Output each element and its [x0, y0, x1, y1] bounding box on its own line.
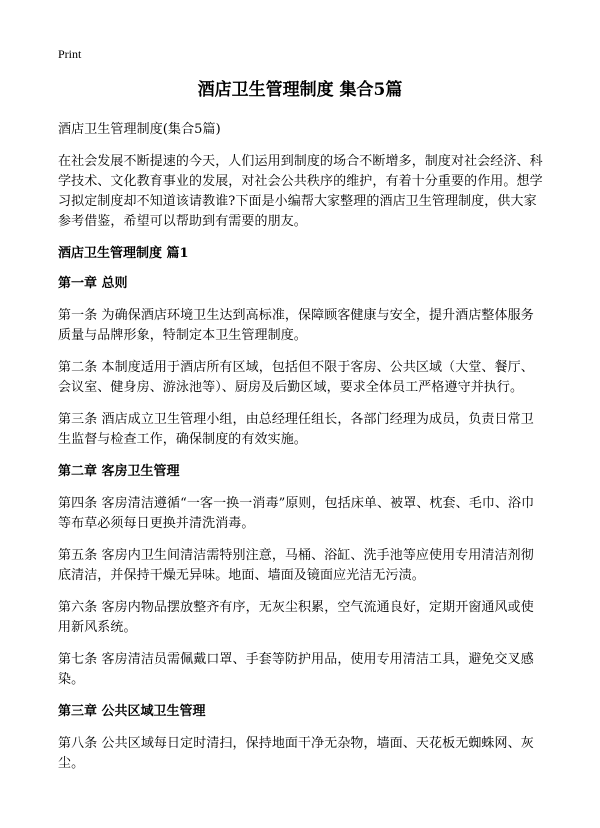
- chapter-1-heading: 第一章 总则: [58, 276, 128, 291]
- chapter-2-heading: 第二章 客房卫生管理: [58, 464, 180, 479]
- document-title: 酒店卫生管理制度 集合5篇: [197, 80, 403, 100]
- section-heading: 酒店卫生管理制度 篇1: [58, 246, 189, 261]
- article-3: 第三条 酒店成立卫生管理小组，由总经理任组长，各部门经理为成员，负责日常卫生监督与检查工作，确保制度的有效实施。: [58, 412, 534, 447]
- article-5: 第五条 客房内卫生间清洁需特别注意，马桶、浴缸、洗手池等应使用专用清洁剂彻底清洁，并保持干燥无异味。地面、墙面及镜面应光洁无污渍。: [58, 548, 534, 583]
- article-7: 第七条 客房清洁员需佩戴口罩、手套等防护用品，使用专用清洁工具，避免交叉感染。: [58, 652, 534, 687]
- article-1: 第一条 为确保酒店环境卫生达到高标准，保障顾客健康与安全，提升酒店整体服务质量与品牌形象，特制定本卫生管理制度。: [58, 308, 534, 343]
- article-8: 第八条 公共区域每日定时清扫，保持地面干净无杂物，墙面、天花板无蜘蛛网、灰尘。: [58, 736, 534, 771]
- intro-paragraph: 在社会发展不断提速的今天，人们运用到制度的场合不断增多，制度对社会经济、科学技术、文化教育事业的发展，对社会公共秩序的维护，有着十分重要的作用。想学习拟定制度却不知道该请教谁?下面是小编帮大家整理的酒店卫生管理制度，供大家参考借鉴，希望可以帮助到有需要的朋友。: [58, 154, 543, 229]
- article-2: 第二条 本制度适用于酒店所有区域，包括但不限于客房、公共区域（大堂、餐厅、会议室、健身房、游泳池等）、厨房及后勤区域，要求全体员工严格遵守并执行。: [58, 360, 534, 395]
- article-4: 第四条 客房清洁遵循“一客一换一消毒”原则，包括床单、被罩、枕套、毛巾、浴巾等布草必须每日更换并清洗消毒。: [58, 496, 535, 531]
- document-body: [58, 120, 546, 786]
- article-6: 第六条 客房内物品摆放整齐有序，无灰尘积累，空气流通良好，定期开窗通风或使用新风系统。: [58, 600, 534, 635]
- print-label: Print: [58, 47, 82, 61]
- document-subtitle: 酒店卫生管理制度(集合5篇): [58, 122, 221, 137]
- chapter-3-heading: 第三章 公共区域卫生管理: [58, 704, 206, 719]
